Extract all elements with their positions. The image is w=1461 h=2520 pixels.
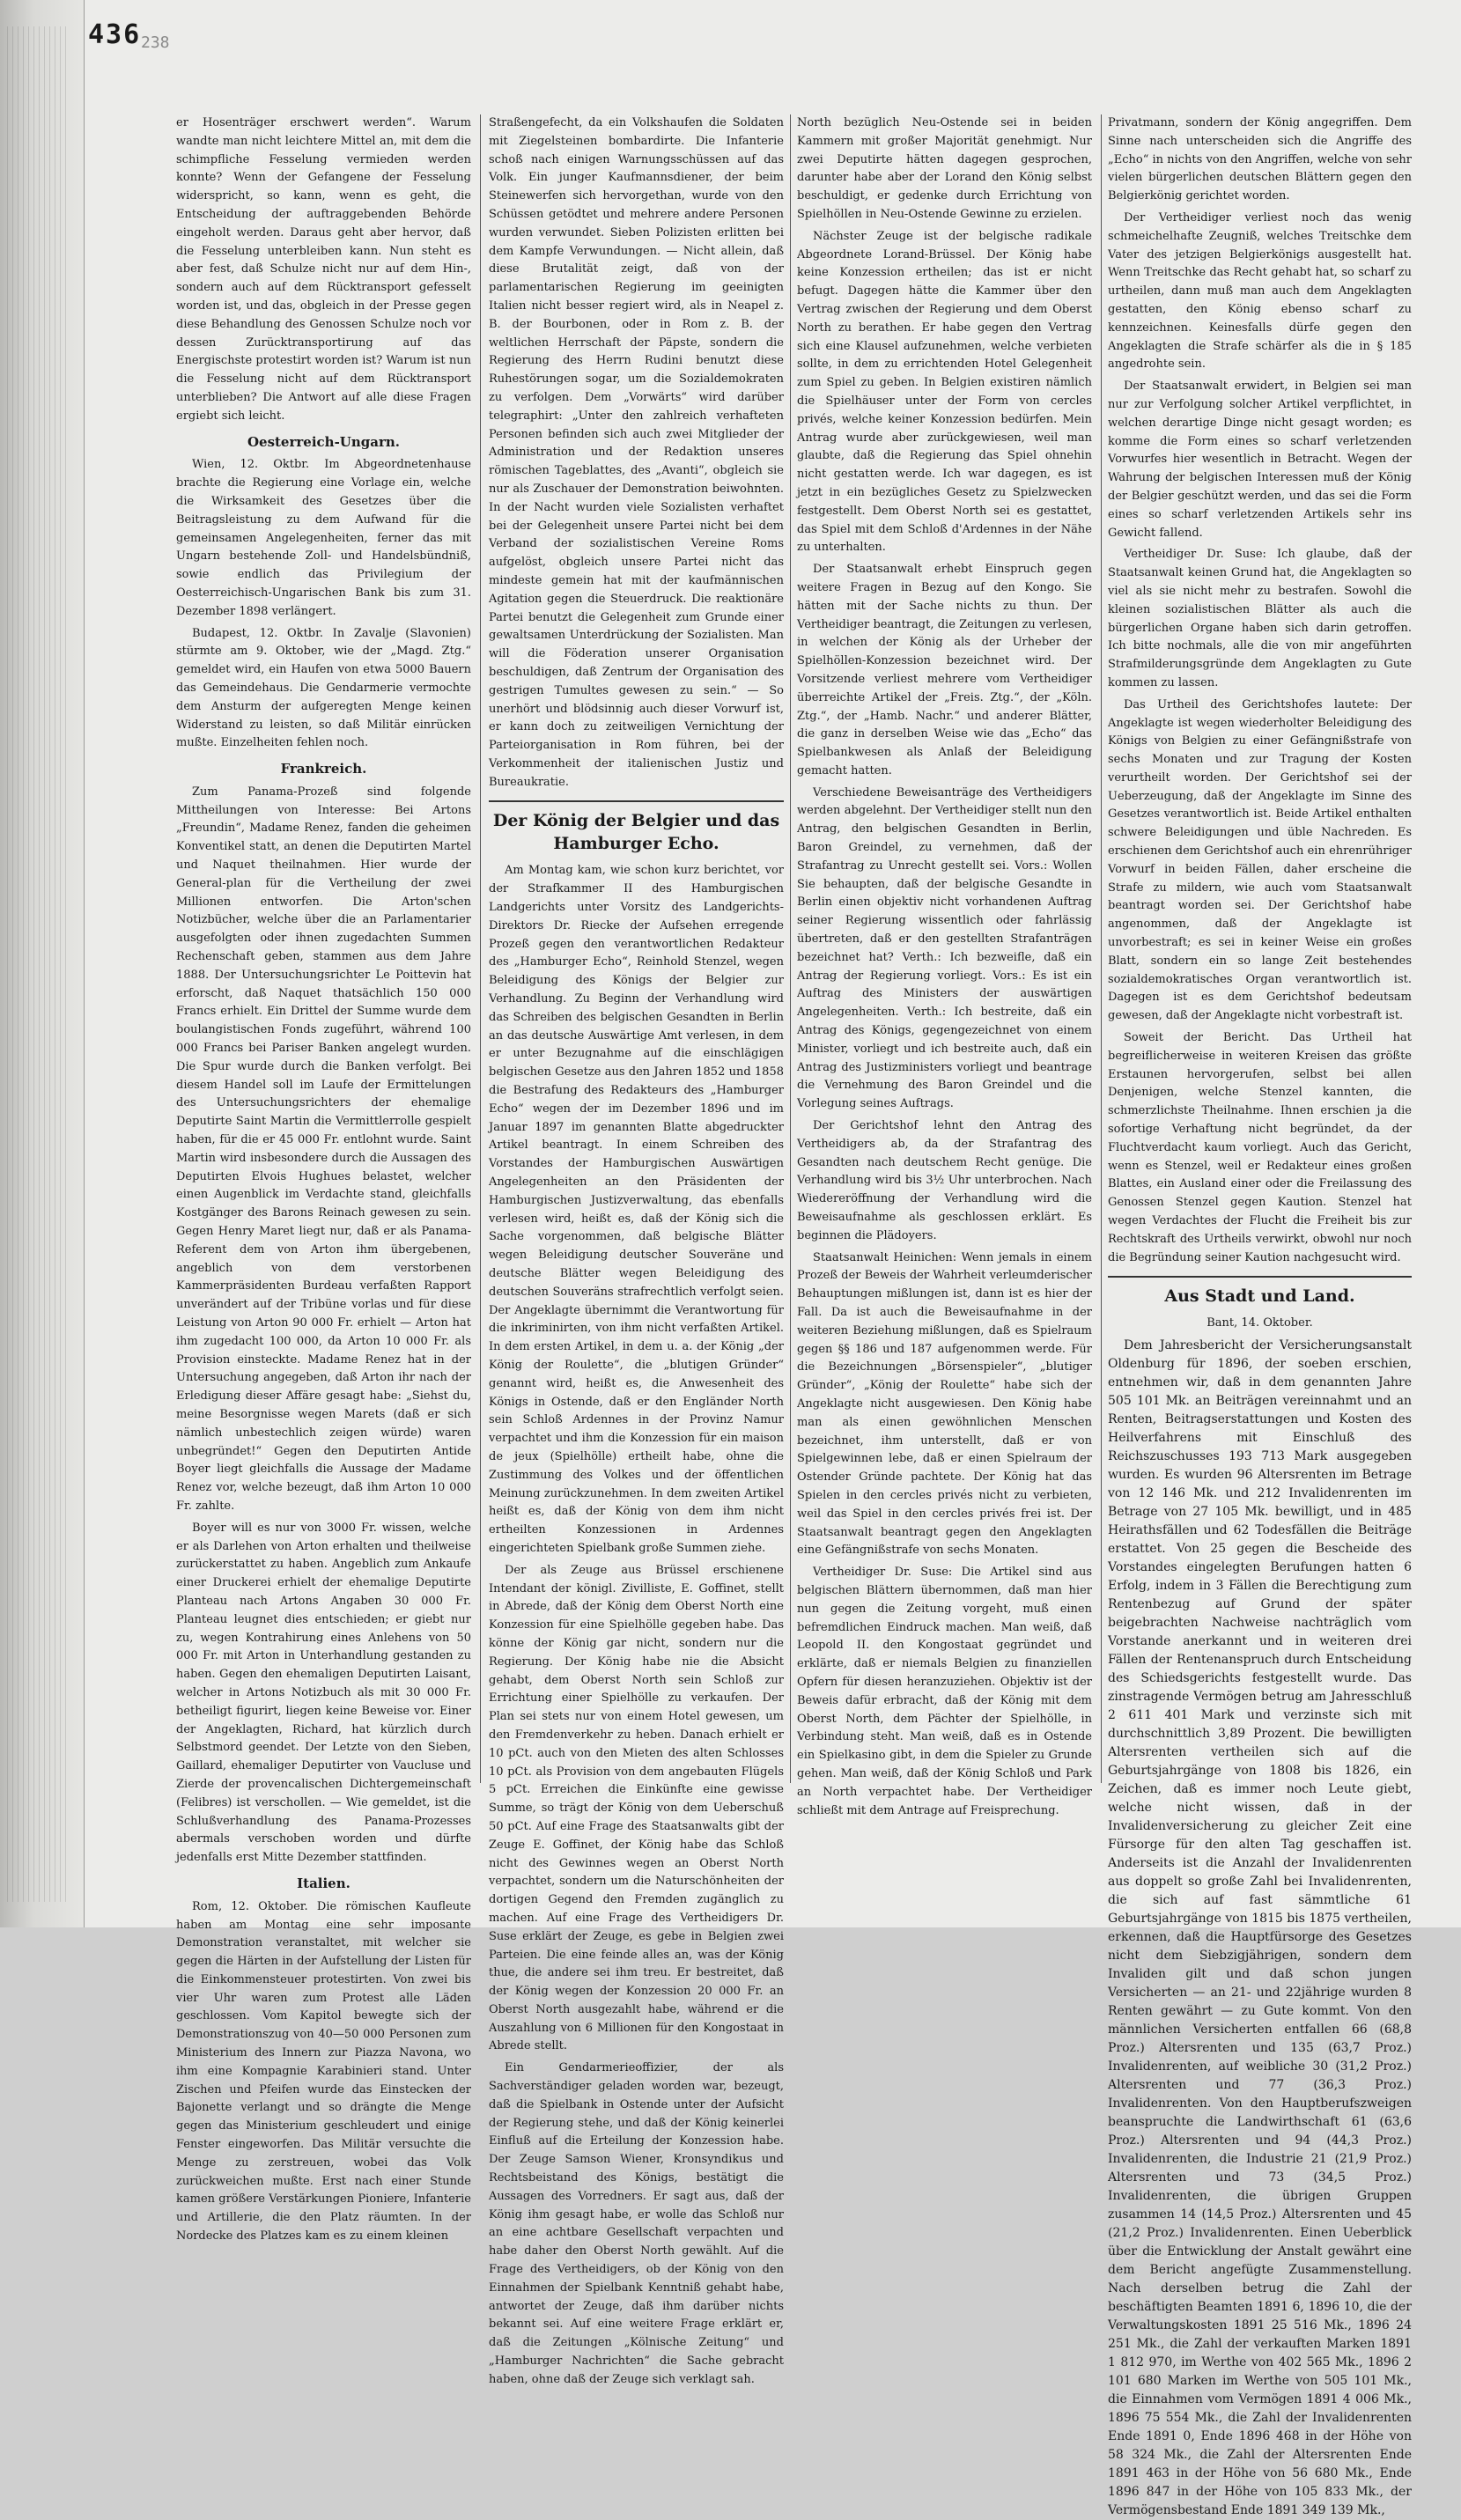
section-heading-austria: Oesterreich-Ungarn.: [247, 433, 401, 450]
section-heading-local-news: Aus Stadt und Land.: [1164, 1286, 1355, 1307]
column-4: [1108, 114, 1412, 2518]
divider: [1108, 1276, 1412, 1278]
article-text: Soweit der Bericht. Das Urtheil hat begreiflicherweise in weiteren Kreisen das größte Erstaunen hervorgerufen, selbst bei allen Denjenigen, welche Stenzel kannten, die schmerzlichste Theilnahme. Ihnen erschien ja die sofortige Verhaftung nicht begründet, da der Fluchtverdacht kaum vorliegt. Auch das Gericht, wenn es Stenzel, weil er Redakteur eines großen Blattes, ein Ausland einer oder die Freilassung des Genossen Stenzel gegen Kaution. Stenzel hat wegen Verdachtes der Flucht die Freiheit bis zur Rechtskraft des Urtheils verwirkt, obwohl nur noch die Begründung seiner Kaution nachgesucht wird.: [1108, 1031, 1412, 1264]
article-text: Vertheidiger Dr. Suse: Ich glaube, daß der Staatsanwalt keinen Grund hat, die Angeklagten so viel als sie nicht mehr zu bestrafen. Sowohl die kleinen sozialistischen Blätter als auch die bürgerlichen Organe haben sich darin getroffen. Ich bitte nochmals, alle die von mir angeführten Strafmilderungsgründe dem Angeklagten zu Gute kommen zu lassen.: [1108, 548, 1412, 689]
column-2: [489, 114, 784, 2386]
section-heading-france: Frankreich.: [280, 761, 367, 777]
article-headline-king-belgians: Der König der Belgier und das Hamburger Echo.: [492, 811, 780, 854]
article-text: Budapest, 12. Oktbr. In Zavalje (Slavonien) stürmte am 9. Oktober, wie der „Magd. Ztg.“ gemeldet wird, ein Haufen von etwa 5000 Bauern das Gemeindehaus. Die Gendarmerie vermochte dem Ansturm der aufgeregten Menge keinen Widerstand zu leisten, so daß Militär einrücken mußte. Einzelheiten fehlen noch.: [176, 626, 471, 750]
column-3: [797, 114, 1092, 1817]
article-text: Staatsanwalt Heinichen: Wenn jemals in einem Prozeß der Beweis der Wahrheit verleumderischer Behauptungen mißlungen ist, dann ist es hier der Fall. Da ist auch die Beweisaufnahme in der weiteren Beziehung mißlungen, daß es Spielraum gegen §§ 186 und 187 aufgenommen werde. Für die Bezeichnungen „Börsenspieler“, „blutiger Gründer“, „König der Roulette“ habe sich der Angeklagte nicht ausgewiesen. Den König habe man als einen gewöhnlichen Menschen bezeichnet, ihm unterstellt, daß er von Spielgewinnen lebe, daß er einen Spielraum der Ostender Gründe pachtete. Der König hat das Spielen in den cercles privés nicht zu verbieten, weil das Spiel in den cercles privés frei ist. Der Staatsanwalt beantragt gegen den Angeklagten eine Gefängnißstrafe von sechs Monaten.: [797, 1250, 1092, 1558]
article-text: Der Staatsanwalt erhebt Einspruch gegen weitere Fragen in Bezug auf den Kongo. Sie hätten mit der Sache nichts zu thun. Der Vertheidiger beantragt, die Zeitungen zu verlesen, in welchen der König als der Urheber der Spielhöllen-Konzession bezeichnet wird. Der Vorsitzende verliest mehrere vom Vertheidiger überreichte Artikel der „Freis. Ztg.“, der „Köln. Ztg.“, der „Hamb. Nachr.“ und anderer Blätter, die ganz in derselben Weise wie das „Echo“ das Spielbankwesen als Anlaß der Beleidigung gemacht hatten.: [797, 563, 1092, 777]
article-text: Boyer will es nur von 3000 Fr. wissen, welche er als Darlehen von Arton erhalten und theilweise zurückerstattet zu haben. Angeblich zum Ankaufe einer Druckerei erhielt der ehemalige Deputirte Planteau nach Artons Angaben 30 000 Fr. Planteau leugnet dies entschieden; er giebt nur zu, wegen Kontrahirung eines Anlehens von 50 000 Fr. mit Arton in Unterhandlung gestanden zu haben. Gegen den ehemaligen Deputirten Laisant, welcher in Artons Notizbuch als mit 30 000 Fr. betheiligt figurirt, liegen keine Beweise vor. Einer der Angeklagten, Richard, hat kürzlich durch Selbstmord geendet. Der Letzte von den Sieben, Gaillard, ehemaliger Deputirter von Vaucluse und Zierde der provencalischen Dichtergemeinschaft (Felibres) ist verschollen. — Wie gemeldet, ist die Schlußverhandlung des Panama-Prozesses abermals verschoben worden und dürfte jedenfalls erst Mitte Dezember stattfinden.: [176, 1521, 471, 1865]
article-text: Dem Jahresbericht der Versicherungsanstalt Oldenburg für 1896, der soeben erschien, entnehmen wir, daß in dem genannten Jahre 505 101 Mk. an Beiträgen vereinnahmt und an Renten, Beitragserstattungen und Kosten des Heilverfahrens mit Einschluß des Reichszuschusses 193 713 Mark ausgegeben wurden. Es wurden 96 Altersrenten im Betrage von 12 146 Mk. und 212 Invalidenrenten im Betrage von 27 105 Mk. bewilligt, und in 485 Heirathsfällen und 62 Todesfällen die Beiträge erstattet. Von 25 gegen die Bescheide des Vorstandes eingelegten Berufungen hatten 6 Erfolg, indem in 3 Fällen die Berechtigung zum Rentenbezug auf Grund der später beigebrachten Nachweise nachträglich vom Vorstande anerkannt und in weiteren drei Fällen der Rentenanspruch durch Entscheidung des Schiedsgerichts festgestellt wurde. Das zinstragende Vermögen betrug am Jahresschluß 2 611 401 Mark und verzinste sich mit durchschnittlich 3,89 Prozent. Die bewilligten Altersrenten vertheilen sich auf die Geburtsjahrgänge von 1808 bis 1826, ein Zeichen, daß es immer noch Leute giebt, welche nicht wissen, daß in der Invalidenversicherung zu gleicher Zeit eine Fürsorge für den alten Tag geschaffen ist. Anderseits ist die Anzahl der Invalidenrenten aus doppelt so große Zahl bei Invalidenrenten, die sich auf fast sämmtliche 61 Geburtsjahrgänge von 1815 bis 1875 vertheilen, erkennen, daß die Hauptfürsorge des Gesetzes nicht dem Siebzigjährigen, sondern dem Invaliden gilt und daß schon jungen Versicherten — an 21- und 22jährige wurden 8 Renten gewährt — zu Gute kommt. Von den männlichen Versicherten entfallen 66 (68,8 Proz.) Altersrenten und 135 (63,7 Proz.) Invalidenrenten, auf weibliche 30 (31,2 Proz.) Altersrenten und 77 (36,3 Proz.) Invalidenrenten. Von den Hauptberufszweigen beanspruchte die Landwirthschaft 61 (63,6 Proz.) Altersrenten und 94 (44,3 Proz.) Invalidenrenten, die Industrie 21 (21,9 Proz.) Altersrenten und 73 (34,5 Proz.) Invalidenrenten, die übrigen Gruppen zusammen 14 (14,5 Proz.) Altersrenten und 45 (21,2 Proz.) Invalidenrenten. Einen Ueberblick über die Entwicklung der Anstalt gewährt eine dem Bericht angefügte Zusammenstellung. Nach derselben betrug die Zahl der beschäftigten Beamten 1891 6, 1896 10, die der Verwaltungskosten 1891 25 516 Mk., 1896 24 251 Mk., die Zahl der verkauften Marken 1891 1 812 970, im Werthe von 402 565 Mk., 1896 2 101 680 Marken im Werthe von 505 101 Mk., die Einnahmen vom Vermögen 1891 4 006 Mk., 1896 75 554 Mk., die Zahl der Invalidenrenten Ende 1891 0, Ende 1896 468 in der Höhe von 58 324 Mk., die Zahl der Altersrenten Ende 1891 463 in der Höhe von 56 680 Mk., Ende 1896 847 in der Höhe von 105 833 Mk., der Vermögensbestand Ende 1891 349 139 Mk.,: [1108, 1338, 1412, 2518]
section-heading-italy: Italien.: [297, 1875, 350, 1891]
column-rule-1: [480, 114, 481, 1783]
article-text: Wien, 12. Oktbr. Im Abgeordnetenhause brachte die Regierung eine Vorlage ein, welche die Wirksamkeit des Gesetzes über die Beitragsleistung zu dem Aufwand für die gemeinsamen Angelegenheiten, ferner das mit Ungarn bestehende Zoll- und Handelsbündniß, sowie endlich das Privilegium der Oesterreichisch-Ungarischen Bank bis zum 31. Dezember 1898 verlängert.: [176, 458, 471, 618]
article-text: Das Urtheil des Gerichtshofes lautete: Der Angeklagte ist wegen wiederholter Beleidigung des Königs von Belgien zu einer Gefängnißstrafe von sechs Monaten und zur Tragung der Kosten verurtheilt worden. Der Gerichtshof sei der Ueberzeugung, daß der Angeklagte im Sinne des Gesetzes verantwortlich ist. Beide Artikel enthalten schwere Beleidigungen und üble Nachreden. Es erschienen dem Gerichtshof auch ein ehrenrühriger Vorwurf in beiden Fällen, daher erscheine die Strafe zu mildern, wie auch vom Staatsanwalt beantragt worden sei. Der Gerichtshof habe angenommen, daß der Angeklagte ist unvorbestraft; es sei in keiner Weise ein großes Blatt, sondern ein so lange Zeit bestehendes sozialdemokratisches Organ verantwortlich ist. Dagegen ist es dem Gerichtshof bedeutsam gewesen, daß der Angeklagte nicht vorbestraft ist.: [1108, 697, 1412, 1023]
book-binding-edge: [0, 0, 85, 1927]
page-number: 436: [88, 19, 142, 50]
article-text: Rom, 12. Oktober. Die römischen Kaufleute haben am Montag eine sehr imposante Demonstration veranstaltet, mit welcher sie gegen die Härten in der Aufstellung der Listen für die Einkommensteuer protestirten. Von zwei bis vier Uhr waren zum Protest alle Läden geschlossen. Vom Kapitol bewegte sich der Demonstrationszug von 40—50 000 Personen zum Ministerium des Innern zur Piazza Navona, wo ihm eine Kompagnie Karabinieri stand. Unter Zischen und Pfeifen wurde das Einstecken der Bajonette verlangt und so drängte die Menge gegen das Ministerium geschleudert und einige Fenster eingeworfen. Das Militär versuchte die Menge zu zerstreuen, wobei das Volk zurückweichen mußte. Erst nach einer Stunde kamen größere Verstärkungen Pioniere, Infanterie und Artillerie, die den Platz räumten. In der Nordecke des Platzes kam es zu einem kleinen: [176, 1899, 471, 2244]
article-text: Verschiedene Beweisanträge des Vertheidigers werden abgelehnt. Der Vertheidiger stellt nun den Antrag, den belgischen Gesandten in Berlin, Baron Greindel, zu vernehmen, daß der Strafantrag zu Unrecht gestellt sei. Vors.: Wollen Sie behaupten, daß der belgische Gesandte in Berlin einen objektiv nicht vorhandenen Auftrag seiner Regierung wissentlich oder fahrlässig übertreten, daß er den gestellten Strafanträgen bezeichnet hat? Verth.: Ich bezweifle, daß ein Antrag der Regierung vorliegt. Vors.: Es ist ein Auftrag des Ministers der auswärtigen Angelegenheiten. Verth.: Ich bestreite, daß ein Antrag des Königs, gegengezeichnet von einem Minister, vorliegt und ich bestreite auch, daß ein Antrag des Justizministers vorliegt und beantrage die Vernehmung des Baron Greindel und die Vorlegung seines Auftrags.: [797, 785, 1092, 1111]
article-text: Ein Gendarmerieoffizier, der als Sachverständiger geladen worden war, bezeugt, daß die Spielbank in Ostende unter der Aufsicht der Regierung stehe, und daß der König keinerlei Einfluß auf die Erteilung der Konzession habe. Der Zeuge Samson Wiener, Kronsyndikus und Rechtsbeistand des Königs, bestätigt die Aussagen des Vorredners. Er sagt aus, daß der König ihm gesagt habe, er wolle das Schloß nur an eine achtbare Gesellschaft verpachten und habe daher den Oberst North gewählt. Auf die Frage des Vertheidigers, ob der König von den Einnahmen der Spielbank Kenntniß gehabt habe, antwortet der Zeuge, daß ihm darüber nichts bekannt sei. Auf eine weitere Frage erklärt er, daß die Zeitungen „Kölnische Zeitung“ und „Hamburger Nachrichten“ die Sache gebracht haben, ohne daß der Zeuge sich verklagt sah.: [489, 2061, 784, 2386]
article-text: er Hosenträger erschwert werden“. Warum wandte man nicht leichtere Mittel an, mit dem die schimpfliche Fesselung vermieden werden konnte? Wenn der Gefangene der Fesselung widerspricht, so kann, wenn es geht, die Entscheidung der auftraggebenden Behörde eingeholt werden. Daraus geht aber hervor, daß die Fesselung unterbleiben kann. Nun steht es aber fest, daß Schulze nicht nur auf dem Hin-, sondern auch auf dem Rücktransport gefesselt worden ist, und das, obgleich in der Presse gegen diese Behandlung des Genossen Schulze noch vor dessen Zurücktransportirung auf das Energischste protestirt worden ist? Warum ist nun die Fesselung nicht auf dem Rücktransport unterblieben? Die Antwort auf alle diese Fragen ergiebt sich leicht.: [176, 116, 471, 423]
article-text: Nächster Zeuge ist der belgische radikale Abgeordnete Lorand-Brüssel. Der König habe keine Konzession ertheilen; das ist er nicht befugt. Dagegen hätte die Kammer über den Vertrag zwischen der Regierung und dem Oberst North zu berathen. Er habe gegen den Vertrag sich eine Klausel aufzunehmen, welche verbieten sollte, in dem zu errichtenden Hotel Gelegenheit zum Spiel zu geben. In Belgien existiren nämlich die Spielhäuser unter der Form von cercles privés, welche keiner Konzession bedürfen. Mein Antrag wurde aber zurückgewiesen, weil man glaubte, daß die Regierung das Spiel ohnehin nicht gestatten werde. Ich war dagegen, es ist jetzt in ein bezügliches Gesetz zu Spielzwecken festgestellt. Dem Oberst North sei es gestattet, das Spiel mit dem Schloß d'Ardennes in der Nähe zu unterhalten.: [797, 229, 1092, 555]
article-text: Der Vertheidiger verliest noch das wenig schmeichelhafte Zeugniß, welches Treitschke dem Vater des jetzigen Belgierkönigs ausgestellt hat. Wenn Treitschke das Recht gehabt hat, so scharf zu urtheilen, dann muß man auch dem Angeklagten gestatten, den König ebenso scharf zu kennzeichnen. Keinesfalls dürfe gegen den Angeklagten die Strafe schärfer als die in § 185 angedrohte sein.: [1108, 210, 1412, 372]
divider: [489, 800, 784, 802]
column-rule-3: [1101, 114, 1102, 1783]
article-text: Der Staatsanwalt erwidert, in Belgien sei man nur zur Verfolgung solcher Artikel verpflichtet, in welchen derartige Dinge nicht gesagt worden; es komme die Form eines so scharf verletzenden Vorwurfes hier wesentlich in Betracht. Wegen der Wahrung der belgischen Interessen muß der König der Belgier geschützt werden, und das sei die Form eines so scharf verletzenden Artikels sehr ins Gewicht fallend.: [1108, 379, 1412, 540]
article-text: Vertheidiger Dr. Suse: Die Artikel sind aus belgischen Blättern übernommen, daß man hier nun gegen die Zeitung vorgeht, muß einen befremdlichen Eindruck machen. Man weiß, daß Leopold II. den Kongostaat gegründet und erklärte, daß er niemals Belgien zu finanziellen Opfern für diesen heranzuziehen. Objektiv ist der Beweis dafür erbracht, daß der König mit dem Oberst North, dem Pächter der Spielhölle, in Verbindung steht. Man weiß, daß es in Ostende ein Spielkasino gibt, in dem die Spieler zu Grunde gehen. Man weiß, daß der König Schloß und Park an North verpachtet habe. Der Vertheidiger schließt mit dem Antrage auf Freisprechung.: [797, 1566, 1092, 1817]
archive-stamp: 238: [141, 33, 170, 52]
column-rule-2: [790, 114, 791, 1783]
article-text: Der Gerichtshof lehnt den Antrag des Vertheidigers ab, da der Strafantrag des Gesandten nach deutschem Recht genüge. Die Verhandlung wird bis 3½ Uhr unterbrochen. Nach Wiedereröffnung der Verhandlung wird die Beweisaufnahme als geschlossen erklärt. Es beginnen die Plädoyers.: [797, 1119, 1092, 1242]
article-text: Zum Panama-Prozeß sind folgende Mittheilungen von Interesse: Bei Artons „Freundin“, Madame Renez, fanden die geheimen Konventikel statt, an denen die Deputirten Martel und Naquet theilnahmen. Hier wurde der General-plan für die Vertheilung der zwei Millionen entworfen. Die Arton'schen Notizbücher, welche über die an Parlamentarier ausgefolgten oder ihnen zugedachten Summen Rechenschaft geben, stammen aus dem Jahre 1888. Der Untersuchungsrichter Le Poittevin hat erforscht, daß Naquet thatsächlich 150 000 Francs erhielt. Ein Drittel der Summe wurde dem boulangistischen Fonds zugeführt, während 100 000 Francs bei Pariser Banken angelegt wurden. Die Spur wurde durch die Banken verfolgt. Bei diesem Handel soll im Laufe der Ermittelungen des Untersuchungsrichters der ehemalige Deputirte Saint Martin die Vermittlerrolle gespielt haben, für die er 45 000 Fr. entlohnt wurde. Saint Martin wird insbesondere durch die Aussagen des Deputirten Elvois Hughues belastet, welcher einen Augenblick im Verdachte stand, gleichfalls Kostgänger des Barons Reinach gewesen zu sein. Gegen Henry Maret liegt nur, daß er als Panama-Referent dem von Arton ihm übergebenen, angeblich von dem verstorbenen Kammerpräsidenten Burdeau verfaßten Rapport unverändert auf der Tribüne vorlas und für diese Leistung von Arton 90 000 Fr. erhielt — Arton hat ihm zugedacht 100 000, da Arton 10 000 Fr. als Provision einsteckte. Madame Renez hat in der Untersuchung angegeben, daß Arton ihr nach der Erledigung dieser Affäre gesagt habe: „Siehst du, meine Besorgnisse wegen Marets (daß er sich nämlich unbestechlich zeigen würde) waren unbegründet!“ Gegen den Deputirten Antide Boyer liegt gleichfalls die Aussage der Madame Renez vor, welche bezeugt, daß ihm Arton 10 000 Fr. zahlte.: [176, 785, 471, 1513]
binding-texture: [7, 26, 69, 1902]
dateline: Bant, 14. Oktober.: [1206, 1316, 1313, 1330]
article-text: Der als Zeuge aus Brüssel erschienene Intendant der königl. Zivilliste, E. Goffinet, stellt in Abrede, daß der König dem Oberst North eine Konzession für eine Spielhölle gegeben habe. Das könne der König gar nicht, sondern nur die Regierung. Der König habe nie die Absicht gehabt, dem Oberst North sein Schloß zur Errichtung einer Spielhölle zu verkaufen. Der Plan sei stets nur von einem Hotel gewesen, um den Fremdenverkehr zu heben. Danach erhielt er 10 pCt. auch von den Mieten des alten Schlosses 10 pCt. als Provision von dem angebauten Flügels 5 pCt. Erreichen die Einkünfte eine gewisse Summe, so trägt der König von dem Ueberschuß 50 pCt. Auf eine Frage des Staatsanwalts gibt der Zeuge E. Goffinet, der König habe das Schloß nicht des Gewinnes wegen an Oberst North verpachtet, sondern um die Naturschönheiten der dortigen Gegend den Fremden zugänglich zu machen. Auf eine Frage des Vertheidigers Dr. Suse erklärt der Zeuge, es gebe in Belgien zwei Parteien. Die eine feinde alles an, was der König thue, die andere sei ihm treu. Er bestreitet, daß der König wegen der Konzession 20 000 Fr. an Oberst North ausgezahlt habe, während er die Auszahlung von 6 Millionen für den Kongostaat in Abrede stellt.: [489, 1563, 784, 2053]
article-text: Straßengefecht, da ein Volkshaufen die Soldaten mit Ziegelsteinen bombardirte. Die Infanterie schoß nach einigen Warnungsschüssen auf das Volk. Ein junger Kaufmannsdiener, der beim Steinewerfen sich hervorgethan, wurde von den Schüssen getödtet und mehrere andere Personen wurden verwundet. Sieben Polizisten erlitten bei dem Kampfe Verwundungen. — Nicht allein, daß diese Brutalität zeigt, daß von der parlamentarischen Regierung im geeinigten Italien nicht besser regiert wird, als in Neapel z. B. der Bourbonen, oder in Rom z. B. der weltlichen Herrschaft der Päpste, sondern die Regierung des Herrn Rudini benutzt diese Ruhestörungen sogar, um die Sozialdemokraten zu verfolgen. Dem „Vorwärts“ wird darüber telegraphirt: „Unter den zahlreich verhafteten Personen befinden sich auch zwei Mitglieder der Administration und der Redaktion unseres römischen Tageblattes, des „Avanti“, obgleich sie nur als Zuschauer der Demonstration beiwohnten. In der Nacht wurden viele Sozialisten verhaftet bei der Gelegenheit unsere Partei nicht bei dem Verband der sozialistischen Vereine Roms aufgelöst, obgleich unsere Partei nicht das mindeste gemein hat mit der kaufmännischen Agitation gegen die Steuerdruck. Die reaktionäre Partei benutzt die Gelegenheit zum Grunde einer gewaltsamen Unterdrückung der Sozialisten. Man will die Föderation unserer Organisation beschuldigen, daß Zentrum der Organisation des gestrigen Tumultes gewesen zu sein.“ — So unerhört und blödsinnig auch dieser Vorwurf ist, er kann doch zu zeitweiligen Vernichtung der Parteiorganisation in Rom führen, bei der Verkommenheit der italienischen Justiz und Bureaukratie.: [489, 116, 784, 789]
column-1: [176, 114, 471, 2244]
article-text: Privatmann, sondern der König angegriffen. Dem Sinne nach unterscheiden sich die Angriffe des „Echo“ in nichts von den Angriffen, welche von sehr vielen bürgerlichen deutschen Blättern gegen den Belgierkönig gerichtet worden.: [1108, 116, 1412, 203]
article-text: Am Montag kam, wie schon kurz berichtet, vor der Strafkammer II des Hamburgischen Landgerichts unter Vorsitz des Landgerichts-Direktors Dr. Riecke der Aufsehen erregende Prozeß gegen den verantwortlichen Redakteur des „Hamburger Echo“, Reinhold Stenzel, wegen Beleidigung des Königs der Belgier zur Verhandlung. Zu Beginn der Verhandlung wird das Schreiben des belgischen Gesandten in Berlin an das deutsche Auswärtige Amt verlesen, in dem er unter Bezugnahme auf die einschlägigen belgischen Gesetze aus den Jahren 1852 und 1858 die Bestrafung des Redakteurs des „Hamburger Echo“ wegen der im Dezember 1896 und im Januar 1897 im genannten Blatte abgedruckter Artikel beantragt. In einem Schreiben des Vorstandes der Hamburgischen Auswärtigen Angelegenheiten an den Präsidenten der Hamburgischen Justizverwaltung, das ebenfalls verlesen wird, heißt es, daß der König sich die Sache vorgenommen, daß belgische Blätter wegen Beleidigung deutscher Souveräne und deutsche Blätter wegen Beleidigung des deutschen Souveräns strafrechtlich verfolgt seien. Der Angeklagte übernimmt die Verantwortung für die inkriminirten, von ihm nicht verfaßten Artikel. In dem ersten Artikel, in dem u. a. der König „der König der Roulette“, die „blutigen Gründer“ genannt wird, heißt es, die Anwesenheit des Königs in Ostende, daß er den Engländer North sein Schloß Ardennes in der Provinz Namur verpachtet und ihm die Konzession für ein maison de jeux (Spielhölle) ertheilt habe, ohne die Zustimmung des Volkes und der öffentlichen Meinung zurückzunehmen. In dem zweiten Artikel heißt es, daß der König von dem ihm nicht ertheilten Konzessionen in Ardennes eingerichteten Spielbank große Summen ziehe.: [489, 864, 784, 1555]
article-text: North bezüglich Neu-Ostende sei in beiden Kammern mit großer Majorität genehmigt. Nur zwei Deputirte hätten dagegen gesprochen, darunter habe aber der Lorand den König selbst beschuldigt, er gedenke durch Errichtung von Spielhöllen in Neu-Ostende Gewinne zu erzielen.: [797, 116, 1092, 221]
